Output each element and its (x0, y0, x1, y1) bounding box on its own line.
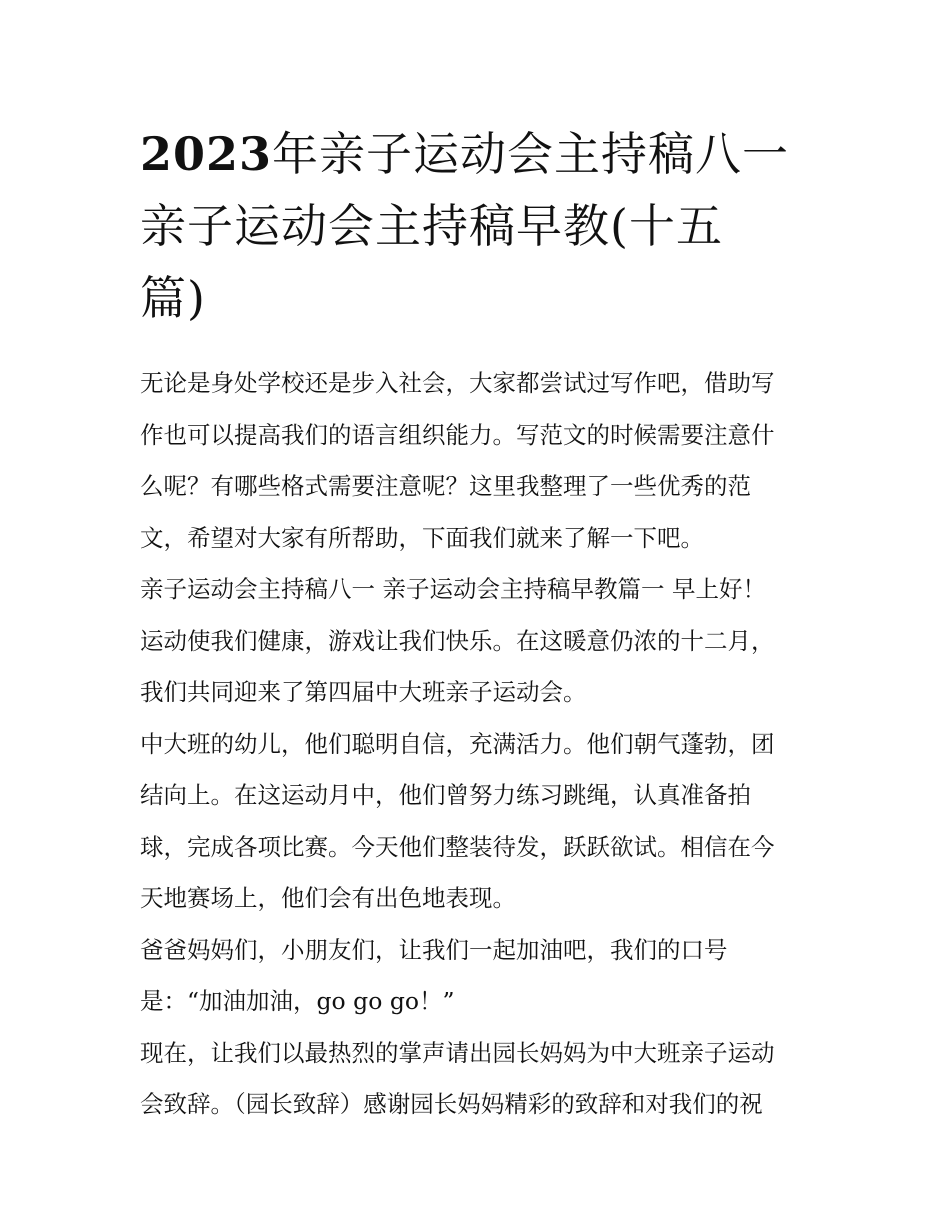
body-line: 天地赛场上，他们会有出色地表现。 (140, 884, 516, 912)
body-line: 会致辞。（园长致辞）感谢园长妈妈精彩的致辞和对我们的祝 (140, 1090, 763, 1118)
body-line: 么呢？有哪些格式需要注意呢？这里我整理了一些优秀的范 (140, 472, 751, 500)
body-line: 文，希望对大家有所帮助，下面我们就来了解一下吧。 (140, 523, 704, 552)
body-line: 亲子运动会主持稿八一 亲子运动会主持稿早教篇一 早上好！ (140, 575, 766, 603)
body-line: 无论是身处学校还是步入社会，大家都尝试过写作吧，借助写 (140, 369, 775, 397)
title-year: 2023 (140, 127, 273, 181)
title-line-3: 篇) (140, 271, 206, 325)
document-title (140, 118, 820, 334)
document-body (140, 358, 816, 1131)
body-line: 是：“加油加油，go go go！” (140, 987, 455, 1015)
body-line: 运动使我们健康，游戏让我们快乐。在这暖意仍浓的十二月， (140, 626, 775, 655)
body-line: 爸爸妈妈们，小朋友们，让我们一起加油吧，我们的口号 (140, 935, 728, 964)
body-line: 我们共同迎来了第四届中大班亲子运动会。 (140, 678, 587, 706)
body-line: 球，完成各项比赛。今天他们整装待发，跃跃欲试。相信在今 (140, 832, 775, 861)
body-line: 作也可以提高我们的语言组织能力。写范文的时候需要注意什 (140, 420, 775, 449)
body-line: 现在，让我们以最热烈的掌声请出园长妈妈为中大班亲子运动 (140, 1038, 775, 1067)
body-line: 中大班的幼儿，他们聪明自信，充满活力。他们朝气蓬勃，团 (140, 729, 775, 758)
body-line: 结向上。在这运动月中，他们曾努力练习跳绳，认真准备拍 (140, 781, 751, 809)
title-line-1-text: 年亲子运动会主持稿八一 (272, 127, 790, 181)
title-line-1 (140, 127, 789, 181)
title-line-2: 亲子运动会主持稿早教(十五 (140, 199, 723, 253)
